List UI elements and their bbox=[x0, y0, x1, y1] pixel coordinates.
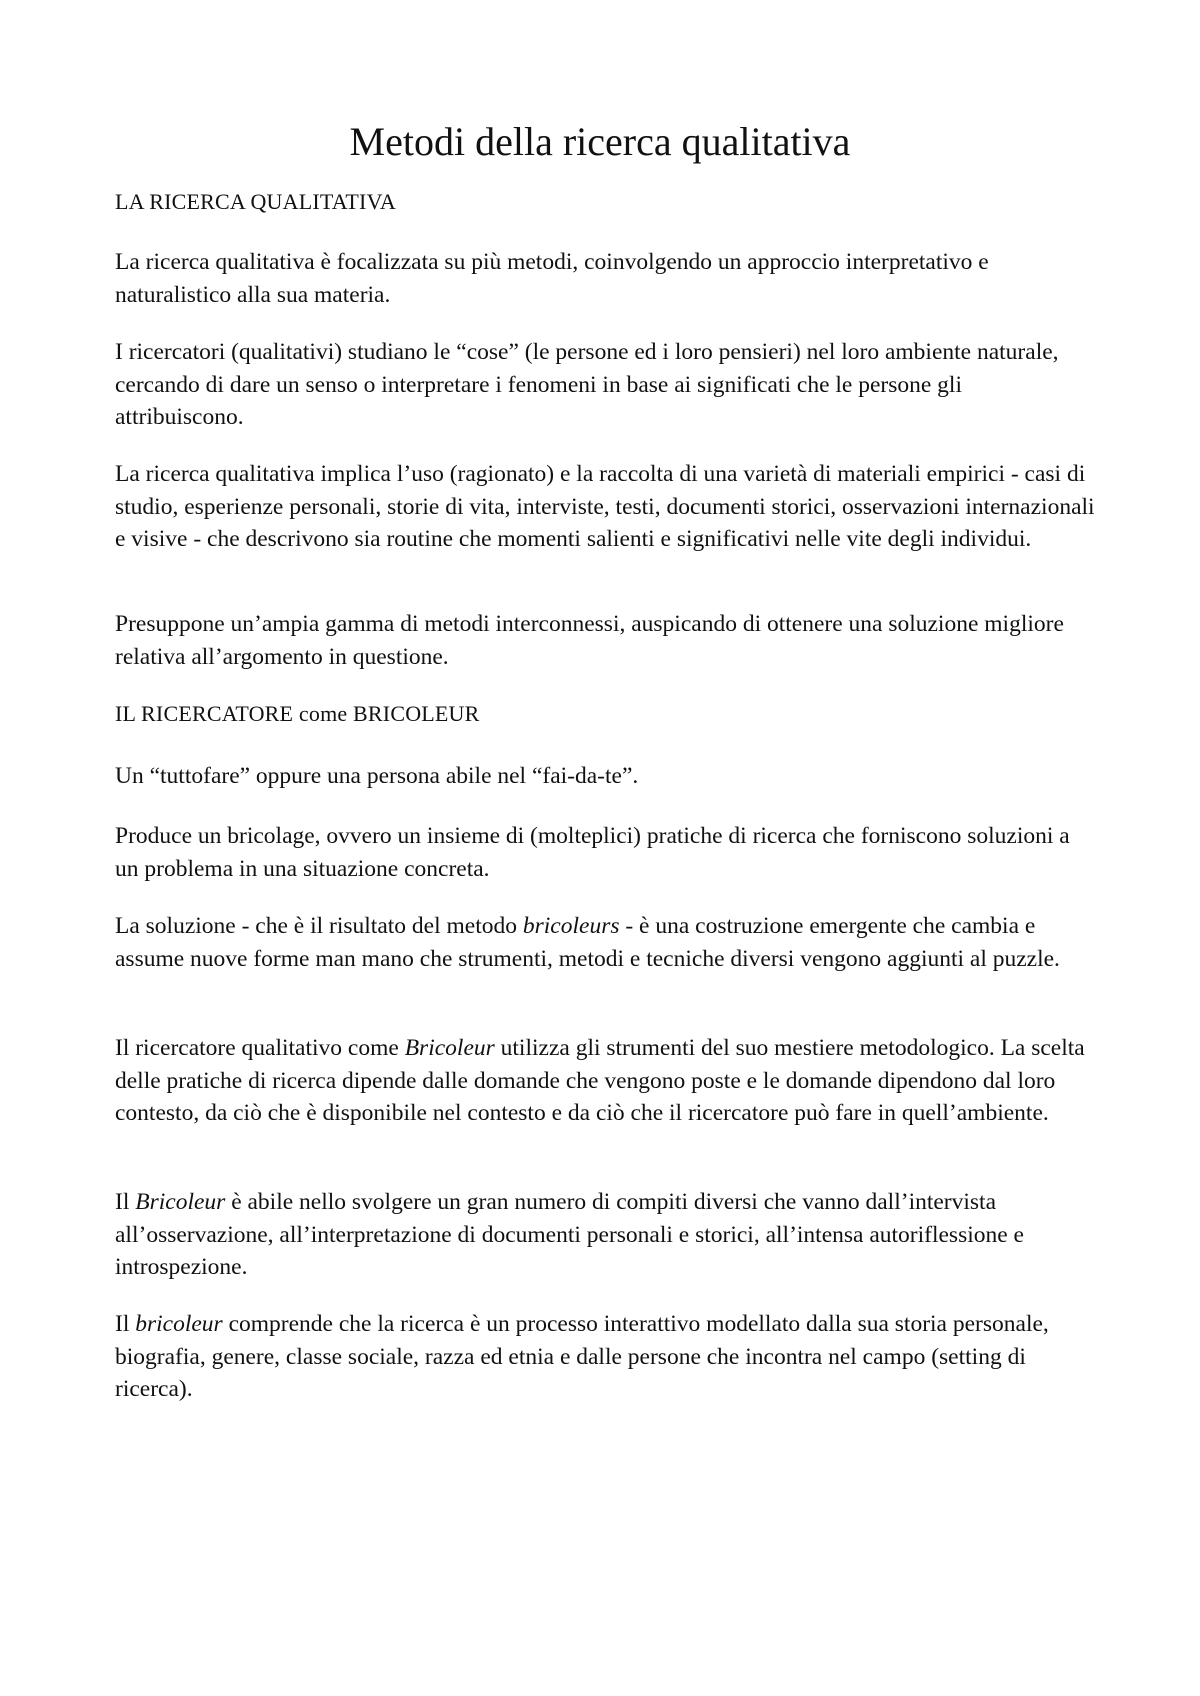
paragraph: La ricerca qualitativa implica l’uso (ragionato) e la raccolta di una varietà di materiali empirici - casi di studio, esperienze personali, storie di vita, interviste, testi, documenti storici, osservazioni internazionali e visive - che descrivono sia routine che momenti salienti e significativi nelle vite degli individui. bbox=[115, 461, 1095, 552]
text-segment: Il bbox=[115, 1189, 136, 1215]
text-segment: utilizza gli strumenti del suo mestiere metodologico. La scelta delle pratiche di ricerca dipende dalle domande che vengono poste e le domande dipendono dal loro contesto, da ciò che è disponibile nel contesto e da ciò che il ricercatore può fare in quell’ambiente. bbox=[115, 1035, 1085, 1126]
paragraph bbox=[115, 910, 1095, 975]
document-title: Metodi della ricerca qualitativa bbox=[349, 119, 851, 164]
text-segment: è abile nello svolgere un gran numero di compiti diversi che vanno dall’intervista all’osservazione, all’interpretazione di documenti personali e storici, all’intensa autoriflessione e introspezione. bbox=[115, 1189, 1024, 1280]
paragraph: I ricercatori (qualitativi) studiano le “cose” (le persone ed i loro pensieri) nel loro ambiente naturale, cercando di dare un senso o interpretare i fenomeni in base ai significati che le persone gli attribuiscono. bbox=[115, 339, 1059, 430]
section-heading-ricercatore-bricoleur: IL RICERCATORE come BRICOLEUR bbox=[115, 701, 480, 726]
paragraph: Un “tuttofare” oppure una persona abile nel “fai-da-te”. bbox=[115, 763, 639, 789]
paragraph: Produce un bricolage, ovvero un insieme di (molteplici) pratiche di ricerca che forniscono soluzioni a un problema in una situazione concreta. bbox=[115, 823, 1070, 882]
text-segment: comprende che la ricerca è un processo interattivo modellato dalla sua storia personale, biografia, genere, classe sociale, razza ed etnia e dalle persone che incontra nel campo (setting di ricerca). bbox=[115, 1311, 1049, 1402]
text-segment: Il bbox=[115, 1311, 136, 1337]
italic-term: bricoleur bbox=[135, 1311, 223, 1337]
italic-term: Bricoleur bbox=[135, 1189, 226, 1215]
paragraph bbox=[115, 1032, 1095, 1130]
paragraph: La ricerca qualitativa è focalizzata su più metodi, coinvolgendo un approccio interpretativo e naturalistico alla sua materia. bbox=[115, 249, 989, 308]
paragraph bbox=[115, 1308, 1095, 1406]
text-segment: La soluzione - che è il risultato del metodo bbox=[115, 913, 523, 939]
text-segment: Il ricercatore qualitativo come bbox=[115, 1035, 405, 1061]
section-heading-ricerca-qualitativa: LA RICERCA QUALITATIVA bbox=[115, 189, 396, 214]
text-segment: - è una costruzione emergente che cambia e assume nuove forme man mano che strumenti, metodi e tecniche diversi vengono aggiunti al puzzle. bbox=[115, 913, 1060, 972]
paragraph: Presuppone un’ampia gamma di metodi interconnessi, auspicando di ottenere una soluzione migliore relativa all’argomento in questione. bbox=[115, 611, 1064, 670]
italic-term: Bricoleur bbox=[404, 1035, 495, 1061]
italic-term: bricoleurs bbox=[522, 913, 620, 939]
paragraph bbox=[115, 1186, 1095, 1284]
